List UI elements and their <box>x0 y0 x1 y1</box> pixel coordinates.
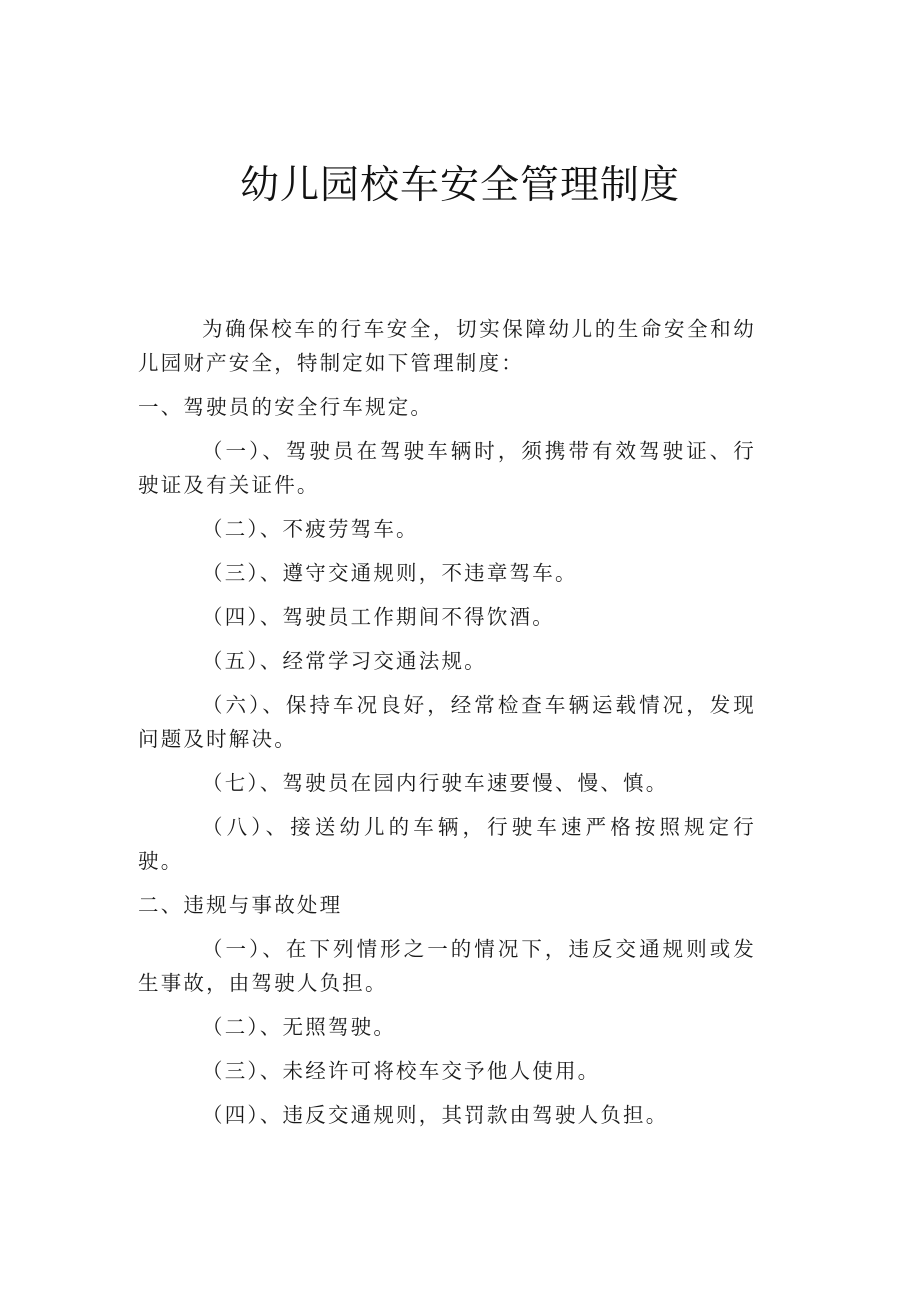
section-1-item-4: （四）、驾驶员工作期间不得饮酒。 <box>202 605 555 629</box>
section-1-item-7: （七）、驾驶员在园内行驶车速要慢、慢、慎。 <box>202 771 669 795</box>
section-1-item-5: （五）、经常学习交通法规。 <box>202 649 487 673</box>
section-heading-2: 二、违规与事故处理 <box>138 893 343 917</box>
section-1-item-1: （一）、驾驶员在驾驶车辆时，须携带有效驾驶证、行驶证及有关证件。 <box>138 439 756 497</box>
section-1-item-6: （六）、保持车况良好，经常检查车辆运载情况，发现问题及时解决。 <box>138 693 756 751</box>
section-1-item-8: （八）、接送幼儿的车辆，行驶车速严格按照规定行驶。 <box>138 815 756 873</box>
section-2-item-1: （一）、在下列情形之一的情况下，违反交通规则或发生事故，由驾驶人负担。 <box>138 937 756 995</box>
section-1-item-3: （三）、遵守交通规则，不违章驾车。 <box>202 561 578 585</box>
section-1-item-2: （二）、不疲劳驾车。 <box>202 517 419 541</box>
section-2-item-2: （二）、无照驾驶。 <box>202 1015 397 1039</box>
document-title: 幼儿园校车安全管理制度 <box>239 163 680 208</box>
document-body <box>138 312 756 1132</box>
section-2-item-3: （三）、未经许可将校车交予他人使用。 <box>202 1059 601 1083</box>
intro-paragraph: 为确保校车的行车安全，切实保障幼儿的生命安全和幼儿园财产安全，特制定如下管理制度： <box>138 317 756 375</box>
section-2-item-4: （四）、违反交通规则，其罚款由驾驶人负担。 <box>202 1103 669 1127</box>
section-heading-1: 一、驾驶员的安全行车规定。 <box>138 395 434 419</box>
